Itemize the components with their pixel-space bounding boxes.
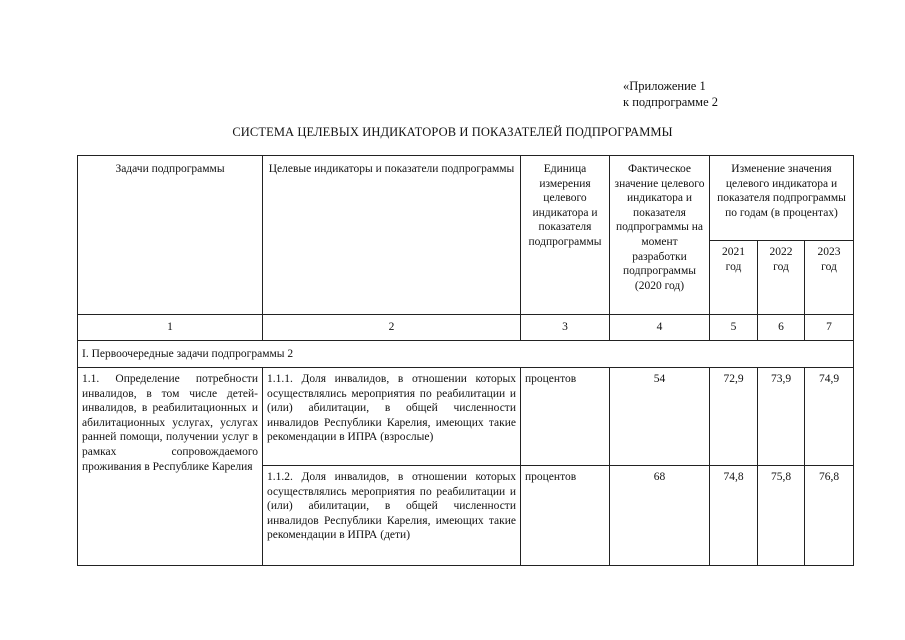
value-2021-cell: 72,9 bbox=[710, 368, 758, 466]
unit-cell: процентов bbox=[521, 466, 610, 566]
indicators-table bbox=[77, 155, 854, 566]
header-change: Изменение значения целевого индикатора и показателя подпрограммы по годам (в процентах) bbox=[710, 156, 854, 241]
value-2023-cell: 76,8 bbox=[805, 466, 854, 566]
task-cell: 1.1. Определение потребности инвалидов, в том числе детей-инвалидов, в реабилитационных и абилитационных услугах, услугах ранней помощи, получении услуг в рамках сопровождаемого проживания в Республике Карелия bbox=[78, 368, 263, 566]
actual-value-cell: 68 bbox=[610, 466, 710, 566]
appendix-line-1: «Приложение 1 bbox=[623, 79, 706, 93]
column-number: 2 bbox=[263, 315, 521, 341]
header-year-2022: 2022 год bbox=[758, 241, 805, 315]
value-2021-cell: 74,8 bbox=[710, 466, 758, 566]
table-row bbox=[78, 368, 854, 466]
value-2023-cell: 74,9 bbox=[805, 368, 854, 466]
column-numbers-row bbox=[78, 315, 854, 341]
column-number: 5 bbox=[710, 315, 758, 341]
value-2022-cell: 73,9 bbox=[758, 368, 805, 466]
column-number: 7 bbox=[805, 315, 854, 341]
header-unit: Единица измерения целевого индикатора и показателя подпрограммы bbox=[521, 156, 610, 315]
header-tasks: Задачи подпрограммы bbox=[78, 156, 263, 315]
column-number: 1 bbox=[78, 315, 263, 341]
header-year-2021: 2021 год bbox=[710, 241, 758, 315]
header-actual: Фактическое значение целевого индикатора и показателя подпрограммы на момент разработки подпрограммы (2020 год) bbox=[610, 156, 710, 315]
value-2022-cell: 75,8 bbox=[758, 466, 805, 566]
header-indicators: Целевые индикаторы и показатели подпрограммы bbox=[263, 156, 521, 315]
appendix-note bbox=[623, 78, 718, 110]
indicator-cell: 1.1.2. Доля инвалидов, в отношении которых осуществлялись мероприятия по реабилитации и (или) абилитации, в общей численности инвалидов Республики Карелия, имеющих такие рекомендации в ИПРА (дети) bbox=[263, 466, 521, 566]
appendix-line-2: к подпрограмме 2 bbox=[623, 95, 718, 109]
actual-value-cell: 54 bbox=[610, 368, 710, 466]
section-title: I. Первоочередные задачи подпрограммы 2 bbox=[78, 341, 854, 368]
indicator-cell: 1.1.1. Доля инвалидов, в отношении которых осуществлялись мероприятия по реабилитации и (или) абилитации, в общей численности инвалидов Республики Карелия, имеющих такие рекомендации в ИПРА (взрослые) bbox=[263, 368, 521, 466]
column-number: 6 bbox=[758, 315, 805, 341]
document-title: СИСТЕМА ЦЕЛЕВЫХ ИНДИКАТОРОВ И ПОКАЗАТЕЛЕЙ ПОДПРОГРАММЫ bbox=[232, 125, 673, 139]
column-number: 3 bbox=[521, 315, 610, 341]
header-year-2023: 2023 год bbox=[805, 241, 854, 315]
section-row bbox=[78, 341, 854, 368]
unit-cell: процентов bbox=[521, 368, 610, 466]
header-row bbox=[78, 156, 854, 241]
column-number: 4 bbox=[610, 315, 710, 341]
